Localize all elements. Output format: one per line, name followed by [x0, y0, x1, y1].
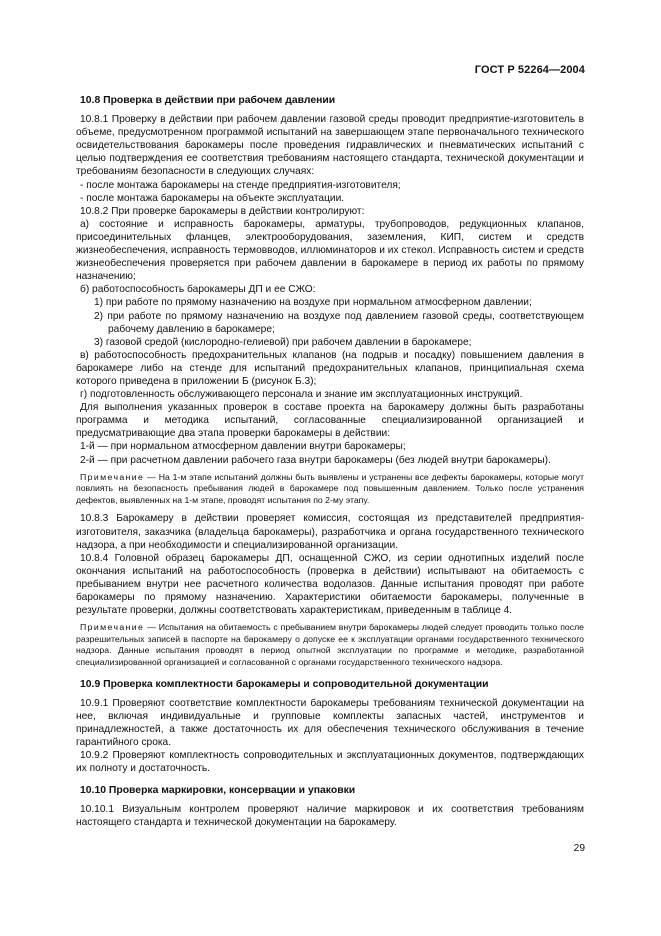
list-item-site: - после монтажа барокамеры на объекте эксплуатации. [80, 192, 345, 204]
list-item-g: г) подготовленность обслуживающего персонала и знание им эксплуатационных инструкций. [80, 389, 523, 401]
paragraph-10-9-1: 10.9.1 Проверяют соответствие комплектности барокамеры требованиям технической документации на нее, включая индивидуальные и групповые комплекты запасных частей, инструментов и принадлежностей, а также достаточность их для обеспечения технического обслуживания в течение гарантийного срока. [76, 697, 584, 748]
paragraph-10-8-4: 10.8.4 Головной образец барокамеры ДП, оснащенной СЖО, из серии однотипных изделий после окончания испытаний на работоспособность (проверка в действии) испытывают на обитаемость с пребыванием внутри нее расчетного количества водолазов. Данные испытания проводят при работе барокамеры по прямому назначению. Характеристики обитаемости барокамеры, полученные в результате проверки, должны соответствовать характеристикам, приведенным в таблице 4. [76, 552, 584, 617]
list-item-b-3: 3) газовой средой (кислородно-гелиевой) при рабочем давлении в барокамере; [94, 336, 472, 348]
list-item-b: б) работоспособность барокамеры ДП и ее СЖО: [80, 284, 316, 296]
section-heading-10-10: 10.10 Проверка маркировки, консервации и упаковки [80, 785, 356, 797]
paragraph-10-8-1: 10.8.1 Проверку в действии при рабочем давлении газовой среды проводит предприятие-изготовитель в объеме, предусмотренном программой испытаний на завершающем этапе первоначального технического освидетельствования барокамеры после проведения гидравлических и пневматических испытаний с целью подтверждения ее соответствия требованиям настоящего стандарта, технической документации и требованиям безопасности в следующих случаях: [76, 114, 584, 178]
stage-2: 2-й — при расчетном давлении рабочего газа внутри барокамеры (без людей внутри барокамеры). [80, 454, 551, 466]
paragraph-10-8-2: 10.8.2 При проверке барокамеры в действии контролируют: [80, 205, 365, 217]
note-text: — Испытания на обитаемость с пребыванием внутри барокамеры людей следует проводить только после разрешительных записей в паспорте на барокамеру о допуске ее к эксплуатации органами государственного технического надзора. Данные испытания проводят в период опытной эксплуатации по программе и методике, разработанной специализированной организацией и согласованной с органами государственного технического надзора. [76, 622, 584, 667]
list-item-stand: - после монтажа барокамеры на стенде предприятия-изготовителя; [80, 179, 401, 191]
paragraph-program: Для выполнения указанных проверок в составе проекта на барокамеру должны быть разработаны программа и методика испытаний, согласованные специализированной организацией и предусматривающие два этапа проверки барокамеры в действии: [76, 402, 584, 440]
page-number: 29 [573, 843, 585, 854]
note-text: — На 1-м этапе испытаний должны быть выявлены и устранены все дефекты барокамеры, которые могут повлиять на безопасность пребывания людей в барокамере под повышенным давлением. Только после устранения дефектов, выявленных на 1-м этапе, проводят испытания по 2-му этапу. [76, 471, 584, 505]
paragraph-10-10-1: 10.10.1 Визуальным контролем проверяют наличие маркировок и их соответствия требованиям настоящего стандарта и технической документации на барокамеру. [76, 804, 584, 829]
note-2 [76, 622, 584, 668]
section-heading-10-8: 10.8 Проверка в действии при рабочем давлении [80, 95, 336, 106]
note-label: Примечание [80, 471, 145, 482]
section-heading-10-9: 10.9 Проверка комплектности барокамеры и сопроводительной документации [80, 678, 489, 690]
paragraph-10-8-3: 10.8.3 Барокамеру в действии проверяет комиссия, состоящая из представителей предприятия-изготовителя, заказчика (владельца барокамеры), разработчика и органа государственного технического надзора, а при необходимости и специализированной организации. [76, 513, 584, 551]
page-body [76, 94, 584, 829]
note-1 [76, 472, 584, 507]
stage-1: 1-й — при нормальном атмосферном давлении внутри барокамеры; [80, 441, 406, 453]
document-code: ГОСТ Р 52264—2004 [474, 64, 585, 76]
list-item-v: в) работоспособность предохранительных клапанов (на подрыв и посадку) повышением давления в барокамере либо на стенде для испытаний предохранительных клапанов, принципиальная схема которого приведена в приложении Б (рисунок Б.3); [76, 349, 584, 387]
list-item-a: а) состояние и исправность барокамеры, арматуры, трубопроводов, редукционных клапанов, присоединительных фланцев, электрооборудования, заземления, КИП, систем и средств жизнеобеспечения, исправность термовводов, иллюминаторов и их стекол. Исправность систем и средств жизнеобеспечения проверяется при рабочем давлении в барокамере в период их работы по прямому назначению; [76, 218, 584, 283]
list-item-b-2: 2) при работе по прямому назначению на воздухе под давлением газовой среды, соответствующем рабочему давлению в барокамере; [94, 310, 584, 335]
note-label: Примечание [80, 622, 145, 633]
paragraph-10-9-2: 10.9.2 Проверяют комплектность сопроводительных и эксплуатационных документов, подтверждающих их полноту и достаточность. [76, 750, 584, 775]
list-item-b-1: 1) при работе по прямому назначению на воздухе при нормальном атмосферном давлении; [94, 297, 532, 309]
